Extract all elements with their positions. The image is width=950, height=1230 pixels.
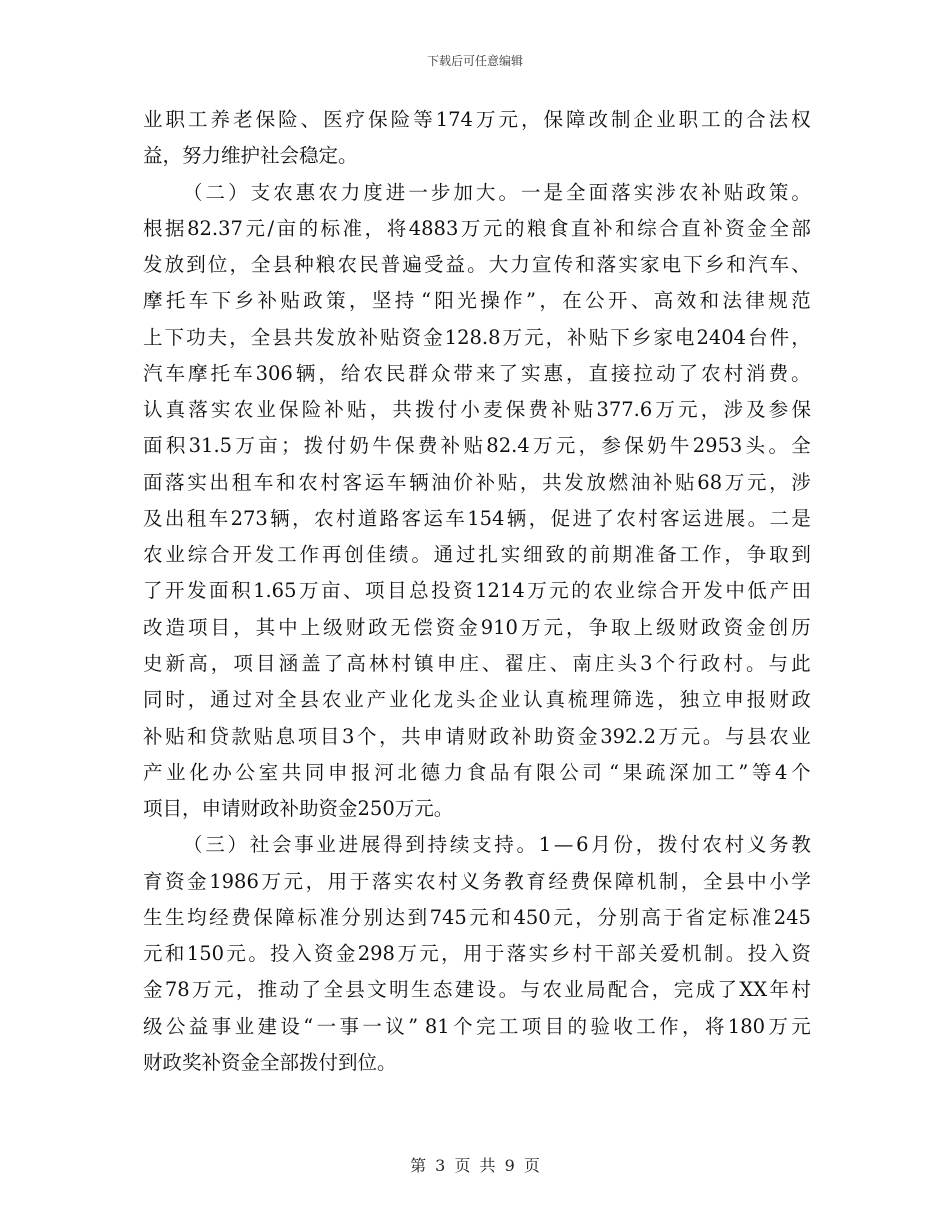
paragraph-line: 汽 车 摩 托 车 306 辆 ， 给 农 民 群 众 带 来 了 实 惠 ， 直 接 拉 动 了 农 村 消 费 。 bbox=[143, 361, 811, 385]
paragraph-line: 项目，申请财政补助资金250万元。 bbox=[143, 797, 454, 821]
paragraph-line: 摩 托 车 下 乡 补 贴 政 策 ， 坚 持 “ 阳 光 操 作 ” ， 在 公 开 、 高 效 和 法 律 规 范 bbox=[143, 289, 811, 313]
paragraph-line: 金 78 万 元 ， 推 动 了 全 县 文 明 生 态 建 设 。 与 农 业 局 配 合 ， 完 成 了 XX 年 村 bbox=[143, 978, 811, 1002]
paragraph-line: 根 据 82.37 元 / 亩 的 标 准 ， 将 4883 万 元 的 粮 食 直 补 和 综 合 直 补 资 金 全 部 bbox=[143, 216, 811, 240]
paragraph-line: 农 业 综 合 开 发 工 作 再 创 佳 绩 。 通 过 扎 实 细 致 的 前 期 准 备 工 作 ， 争 取 到 bbox=[143, 543, 811, 567]
paragraph-line: 上 下 功 夫 ， 全 县 共 发 放 补 贴 资 金 128.8 万 元 ， 补 贴 下 乡 家 电 2404 台 件 ， bbox=[143, 325, 811, 349]
page-header: 下载后可任意编辑 bbox=[426, 54, 523, 68]
paragraph-line: 益，努力维护社会稳定。 bbox=[143, 144, 358, 168]
paragraph-line: 史 新 高 ， 项 目 涵 盖 了 高 林 村 镇 申 庄 、 翟 庄 、 南 庄 头 3 个 行 政 村 。 与 此 bbox=[143, 651, 811, 675]
paragraph-line: 生 生 均 经 费 保 障 标 准 分 别 达 到 745 元 和 450 元 ， 分 别 高 于 省 定 标 准 245 bbox=[143, 905, 811, 929]
paragraph-line: 改 造 项 目 ， 其 中 上 级 财 政 无 偿 资 金 910 万 元 ， 争 取 上 级 财 政 资 金 创 历 bbox=[143, 615, 811, 639]
paragraph-line: （ 三 ） 社 会 事 业 进 展 得 到 持 续 支 持 。 1 — 6 月 份 ， 拨 付 农 村 义 务 教 bbox=[183, 833, 811, 857]
paragraph-line: 补 贴 和 贷 款 贴 息 项 目 3 个 ， 共 申 请 财 政 补 助 资 金 392.2 万 元 。 与 县 农 业 bbox=[143, 724, 811, 748]
paragraph-line: 及 出 租 车 273 辆 ， 农 村 道 路 客 运 车 154 辆 ， 促 进 了 农 村 客 运 进 展 。 二 是 bbox=[143, 506, 811, 530]
paragraph-line: 育 资 金 1986 万 元 ， 用 于 落 实 农 村 义 务 教 育 经 费 保 障 机 制 ， 全 县 中 小 学 bbox=[143, 869, 811, 893]
paragraph-line: （ 二 ） 支 农 惠 农 力 度 进 一 步 加 大 。 一 是 全 面 落 实 涉 农 补 贴 政 策 。 bbox=[183, 180, 811, 204]
paragraph-line: 面 落 实 出 租 车 和 农 村 客 运 车 辆 油 价 补 贴 ， 共 发 放 燃 油 补 贴 68 万 元 ， 涉 bbox=[143, 470, 811, 494]
paragraph-line: 发 放 到 位 ， 全 县 种 粮 农 民 普 遍 受 益 。 大 力 宣 传 和 落 实 家 电 下 乡 和 汽 车 、 bbox=[143, 253, 811, 277]
paragraph-line: 业 职 工 养 老 保 险 、 医 疗 保 险 等 174 万 元 ， 保 障 改 制 企 业 职 工 的 合 法 权 bbox=[143, 108, 811, 131]
paragraph-line: 级 公 益 事 业 建 设 “ 一 事 一 议 ” 81 个 完 工 项 目 的 验 收 工 作 ， 将 180 万 元 bbox=[143, 1014, 811, 1038]
paragraph-line: 元 和 150 元 。 投 入 资 金 298 万 元 ， 用 于 落 实 乡 村 干 部 关 爱 机 制 。 投 入 资 bbox=[143, 942, 811, 966]
page-number-footer: 第 3 页 共 9 页 bbox=[410, 1156, 540, 1175]
document-body bbox=[143, 102, 811, 1081]
paragraph-line: 同 时 ， 通 过 对 全 县 农 业 产 业 化 龙 头 企 业 认 真 梳 理 筛 选 ， 独 立 申 报 财 政 bbox=[143, 688, 811, 712]
paragraph-line: 了 开 发 面 积 1.65 万 亩 、 项 目 总 投 资 1214 万 元 的 农 业 综 合 开 发 中 低 产 田 bbox=[143, 579, 811, 603]
paragraph-line: 认 真 落 实 农 业 保 险 补 贴 ， 共 拨 付 小 麦 保 费 补 贴 377.6 万 元 ， 涉 及 参 保 bbox=[143, 398, 811, 422]
paragraph-line: 面 积 31.5 万 亩 ； 拨 付 奶 牛 保 费 补 贴 82.4 万 元 ， 参 保 奶 牛 2953 头 。 全 bbox=[143, 434, 811, 458]
paragraph-line: 产 业 化 办 公 室 共 同 申 报 河 北 德 力 食 品 有 限 公 司 “ 果 疏 深 加 工 ” 等 4 个 bbox=[143, 760, 811, 784]
paragraph-line: 财政奖补资金全部拨付到位。 bbox=[143, 1050, 397, 1074]
